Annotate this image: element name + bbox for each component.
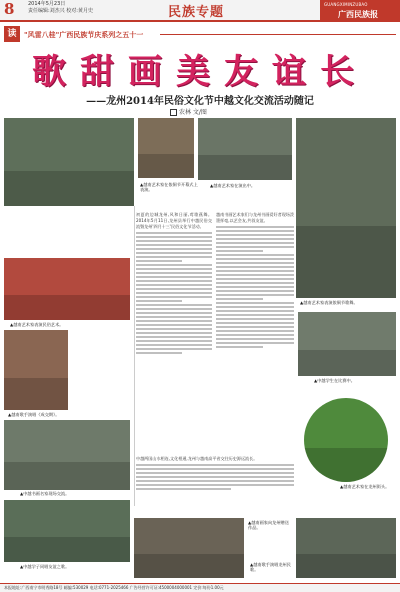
caption-c5: ▲中越书画名家现场交流。 <box>20 491 70 496</box>
photo-painting <box>138 118 194 178</box>
series-rule <box>160 34 396 35</box>
subtitle: ——龙州2014年民俗文化节中越文化交流活动随记 <box>86 96 314 107</box>
masthead-box <box>320 0 400 20</box>
photo-singer-small <box>4 330 68 410</box>
issue-date: 2014年5月23日 <box>28 1 66 7</box>
caption-c4: ▲越南歌手演唱《成交期》。 <box>8 412 60 417</box>
column-2-text: 越南书画艺术家们与龙州书画爱好者现场泼墨挥毫,以艺会友,共叙友谊。 <box>216 212 294 223</box>
caption-c7: ▲越南艺术家表演侬侗节歌舞。 <box>300 300 358 305</box>
caption-c11: ▲越南歌手演唱龙州民歌。 <box>250 562 291 572</box>
caption-c6: ▲中越学子同唱友谊之歌。 <box>20 564 70 569</box>
photo-crowd <box>4 118 134 206</box>
photo-dance <box>298 312 396 376</box>
caption-c3: ▲越南艺术家在演出中。 <box>210 183 256 188</box>
photo-stage <box>198 118 292 180</box>
photo-students <box>4 500 130 562</box>
photo-singer <box>296 118 396 298</box>
caption-c9: ▲越南艺术家在龙州街头。 <box>340 484 390 489</box>
headline: 歌甜画美友谊长 <box>32 52 368 92</box>
masthead-pinyin: GUANGXIMINZUBAO <box>324 2 368 7</box>
column-1-text: 初夏的边城龙州,风和日丽,莺歌燕舞。2014年5月11日,龙州县举行中越民俗交流暨龙州'四月十三'民俗文化节活动。 <box>136 212 212 229</box>
section-title: 民族专题 <box>168 5 225 20</box>
caption-c1: ▲越南艺术家表演民俗艺术。 <box>10 322 64 327</box>
byline-text: 农林 文/图 <box>179 109 207 116</box>
series-icon: 读 <box>4 26 20 42</box>
photo-presentation <box>296 518 396 578</box>
caption-c10: ▲越南画家向龙州赠送作品。 <box>248 520 289 530</box>
caption-c2: ▲越南艺术家在侬侗节开幕式上表演。 <box>140 182 198 192</box>
page-number: 8 <box>4 0 15 18</box>
editor-line: 责任编辑:刘杰兴 校对:黄月史 <box>28 8 93 14</box>
column-3-text: 中越两国山水相连,文化相通,龙州与越南高平省交往历史源远流长。 <box>136 456 258 461</box>
footer: 本报地址:广西南宁市明秀路18号 邮编:530029 电话:0771-2025466 广告经营许可证:4500004000001 定价:每份1.00元 <box>0 583 400 592</box>
photo-gift <box>134 518 244 578</box>
byline <box>170 107 207 116</box>
date-line <box>28 1 93 15</box>
series-label: "风雷八桂"广西民族节庆系列之五十一 <box>24 31 144 39</box>
photo-football <box>304 398 388 482</box>
column-divider <box>134 206 135 506</box>
photo-calligraphy <box>4 420 130 490</box>
caption-c8: ▲中越学生在比赛中。 <box>314 378 355 383</box>
byline-box-icon <box>170 109 177 116</box>
photo-stage-performance <box>4 258 130 320</box>
masthead-paper-name: 广西民族报 <box>338 10 378 19</box>
article-column-3 <box>136 456 294 512</box>
